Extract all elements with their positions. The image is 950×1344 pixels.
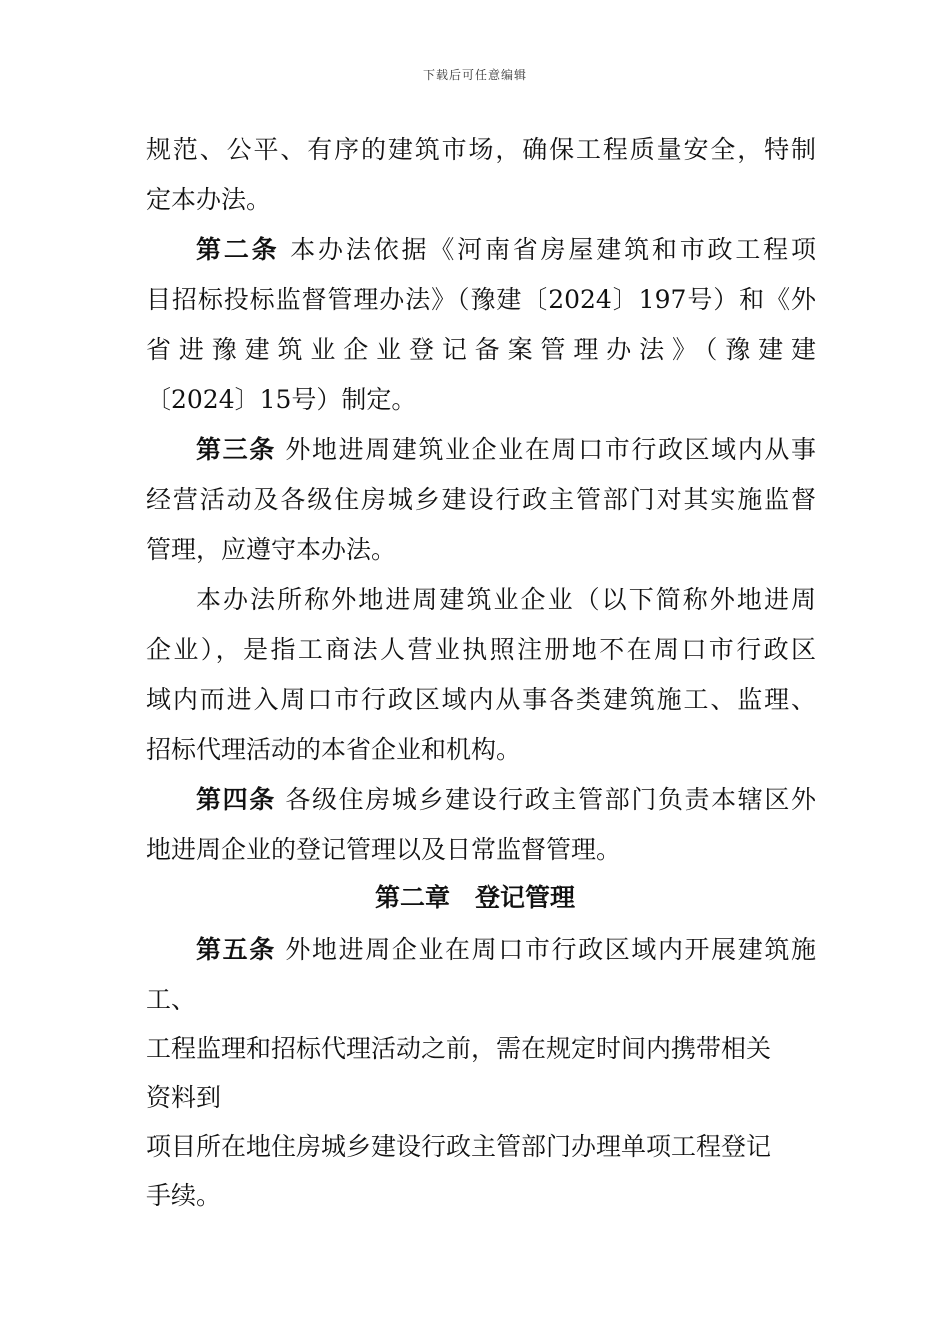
paragraph-line: 定本办法。 <box>146 185 272 214</box>
paragraph-line: 目招标投标监督管理办法》（豫建〔2024〕197号）和《外 <box>146 285 816 314</box>
article-4-line <box>196 784 816 816</box>
paragraph-line: 经营活动及各级住房城乡建设行政主管部门对其实施监督 <box>146 485 816 514</box>
paragraph-line: 工程监理和招标代理活动之前，需在规定时间内携带相关 <box>146 1034 772 1063</box>
paragraph-line: 手续。 <box>146 1181 222 1210</box>
article-5-line <box>196 934 816 966</box>
page-header: 下载后可任意编辑 <box>422 68 527 82</box>
paragraph-line: 项目所在地住房城乡建设行政主管部门办理单项工程登记 <box>146 1132 772 1161</box>
article-5-text: 外地进周企业在周口市行政区域内开展建筑施 <box>275 935 816 964</box>
article-3-label: 第三条 <box>196 435 276 464</box>
paragraph-line: 省进豫建筑业企业登记备案管理办法》（豫建建 <box>146 335 816 364</box>
chapter-heading: 第二章 登记管理 <box>374 883 575 912</box>
article-4-label: 第四条 <box>196 785 276 814</box>
article-3-text: 外地进周建筑业企业在周口市行政区域内从事 <box>275 435 816 464</box>
paragraph-line: 规范、公平、有序的建筑市场，确保工程质量安全，特制 <box>146 135 816 164</box>
paragraph-line: 招标代理活动的本省企业和机构。 <box>146 735 522 764</box>
paragraph-line: 域内而进入周口市行政区域内从事各类建筑施工、监理、 <box>146 685 816 714</box>
paragraph-line: 地进周企业的登记管理以及日常监督管理。 <box>146 835 622 864</box>
paragraph-line: 〔2024〕15号）制定。 <box>146 385 417 414</box>
article-2-label: 第二条 <box>196 235 280 264</box>
article-2-text: 本办法依据《河南省房屋建筑和市政工程项 <box>279 235 816 264</box>
article-4-text: 各级住房城乡建设行政主管部门负责本辖区外 <box>275 785 816 814</box>
article-2-line <box>196 234 816 266</box>
article-5-label: 第五条 <box>196 935 276 964</box>
paragraph-line: 资料到 <box>146 1083 222 1112</box>
paragraph-line: 本办法所称外地进周建筑业企业（以下简称外地进周 <box>196 585 816 614</box>
paragraph-line: 工、 <box>146 985 197 1014</box>
article-3-line <box>196 434 816 466</box>
paragraph-line: 企业），是指工商法人营业执照注册地不在周口市行政区 <box>146 635 816 664</box>
paragraph-line: 管理，应遵守本办法。 <box>146 535 397 564</box>
